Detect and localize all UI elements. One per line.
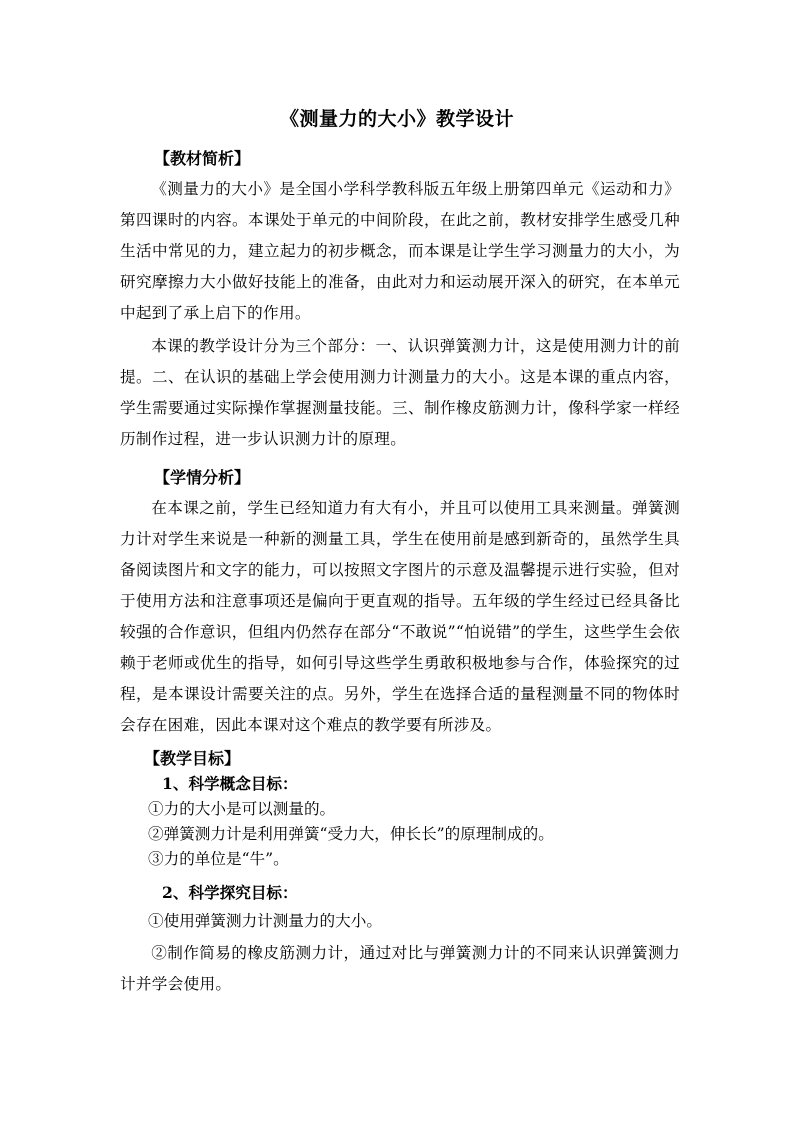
document-title: 《测量力的大小》教学设计: [279, 108, 514, 130]
concept-goal-item: ③力的单位是“牛”。: [148, 850, 289, 868]
inquiry-goals-title: 2、科学探究目标：: [162, 883, 298, 902]
inquiry-goal-item: ①使用弹簧测力计测量力的大小。: [148, 912, 382, 930]
concept-goal-item: ②弹簧测力计是利用弹簧“受力大，伸长长”的原理制成的。: [148, 825, 554, 843]
heading-learner-analysis: 【学情分析】: [154, 468, 251, 487]
concept-goals-title: 1、科学概念目标：: [162, 774, 298, 793]
concept-goal-item: ①力的大小是可以测量的。: [148, 800, 336, 818]
paragraph-learner-analysis: 在本课之前，学生已经知道力有大有小，并且可以使用工具来测量。弹簧测力计对学生来说是一种新的测量工具，学生在使用前是感到新奇的，虽然学生具备阅读图片和文字的能力，可以按照文字图片的示意及温馨提示进行实验，但对于使用方法和注意事项还是偏向于更直观的指导。五年级的学生经过已经具备比较强的合作意识，但组内仍然存在部分“不敢说”“怕说错”的学生，这些学生会依赖于老师或优生的指导，如何引导这些学生勇敢积极地参与合作，体验探究的过程，是本课设计需要关注的点。另外，学生在选择合适的量程测量不同的物体时会存在困难，因此本课对这个难点的教学要有所涉及。: [120, 499, 680, 734]
heading-textbook-analysis: 【教材简析】: [154, 149, 251, 168]
paragraph-textbook-1: 《测量力的大小》是全国小学科学教科版五年级上册第四单元《运动和力》第四课时的内容。本课处于单元的中间阶段，在此之前，教材安排学生感受几种生活中常见的力，建立起力的初步概念，而本课是让学生学习测量力的大小，为研究摩擦力大小做好技能上的准备，由此对力和运动展开深入的研究，在本单元中起到了承上启下的作用。: [120, 180, 680, 322]
paragraph-textbook-2: 本课的教学设计分为三个部分：一、认识弹簧测力计，这是使用测力计的前提。二、在认识的基础上学会使用测力计测量力的大小。这是本课的重点内容，学生需要通过实际操作掌握测量技能。三、制作橡皮筋测力计，像科学家一样经历制作过程，进一步认识测力计的原理。: [120, 337, 680, 448]
inquiry-goal-item: ②制作简易的橡皮筋测力计，通过对比与弹簧测力计的不同来认识弹簧测力计并学会使用。: [120, 944, 680, 993]
heading-teaching-objectives: 【教学目标】: [144, 749, 241, 768]
